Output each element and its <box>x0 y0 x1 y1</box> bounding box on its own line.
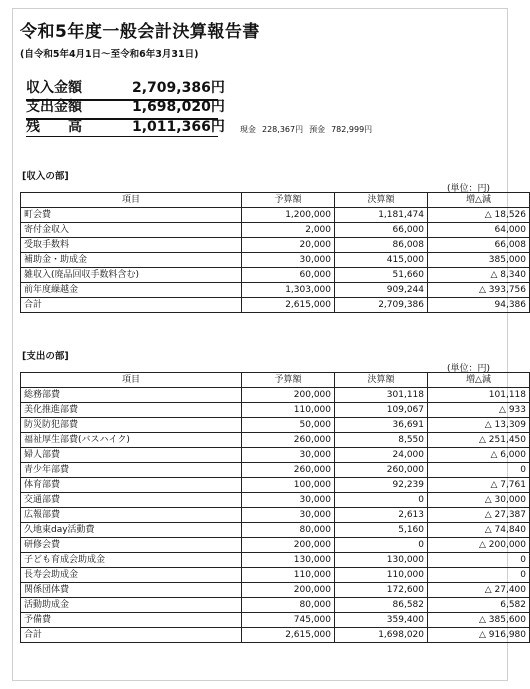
expense-amount-cell: 200,000 <box>242 538 335 553</box>
expense-amount-cell: 8,550 <box>335 433 428 448</box>
expense-table-row <box>21 553 530 568</box>
deposit-label: 預金 <box>309 125 326 134</box>
expense-amount-cell: 6,582 <box>428 598 530 613</box>
expense-header-cell: 決算額 <box>335 373 428 388</box>
income-table-body <box>21 208 530 313</box>
expense-table-row <box>21 478 530 493</box>
income-amount-cell: △ 393,756 <box>428 283 530 298</box>
income-table-row <box>21 298 530 313</box>
expense-amount-cell: 0 <box>428 553 530 568</box>
income-table-row <box>21 268 530 283</box>
expense-item-cell: 予備費 <box>21 613 242 628</box>
expense-total-value: 1,698,020円 <box>132 99 225 115</box>
expense-amount-cell: 50,000 <box>242 418 335 433</box>
expense-amount-cell: △ 7,761 <box>428 478 530 493</box>
expense-amount-cell: 0 <box>335 493 428 508</box>
income-total-row <box>26 78 225 98</box>
expense-amount-cell: 130,000 <box>335 553 428 568</box>
expense-header-cell: 増△減 <box>428 373 530 388</box>
income-amount-cell: 909,244 <box>335 283 428 298</box>
income-item-cell: 受取手数料 <box>21 238 242 253</box>
expense-item-cell: 美化推進部費 <box>21 403 242 418</box>
expense-amount-cell: △ 27,387 <box>428 508 530 523</box>
income-amount-cell: 30,000 <box>242 253 335 268</box>
income-amount-cell: 1,181,474 <box>335 208 428 223</box>
expense-amount-cell: 1,698,020 <box>335 628 428 643</box>
expense-table-row <box>21 433 530 448</box>
expense-table-row <box>21 403 530 418</box>
expense-amount-cell: 359,400 <box>335 613 428 628</box>
expense-amount-cell: 101,118 <box>428 388 530 403</box>
expense-table-row <box>21 598 530 613</box>
underline-balance <box>26 136 218 137</box>
expense-amount-cell: △ 74,840 <box>428 523 530 538</box>
expense-table-row <box>21 448 530 463</box>
expense-amount-cell: 200,000 <box>242 388 335 403</box>
income-table-row <box>21 253 530 268</box>
expense-table-row <box>21 568 530 583</box>
income-amount-cell: 64,000 <box>428 223 530 238</box>
expense-amount-cell: 745,000 <box>242 613 335 628</box>
expense-amount-cell: 109,067 <box>335 403 428 418</box>
expense-amount-cell: 5,160 <box>335 523 428 538</box>
expense-amount-cell: △ 13,309 <box>428 418 530 433</box>
income-amount-cell: 60,000 <box>242 268 335 283</box>
income-amount-cell: 1,303,000 <box>242 283 335 298</box>
expense-amount-cell: △ 933 <box>428 403 530 418</box>
income-table-row <box>21 238 530 253</box>
income-amount-cell: 20,000 <box>242 238 335 253</box>
expense-amount-cell: 80,000 <box>242 598 335 613</box>
fiscal-period: (自令和5年4月1日～至令和6年3月31日) <box>20 49 199 60</box>
expense-item-cell: 青少年部費 <box>21 463 242 478</box>
expense-table-row <box>21 613 530 628</box>
cash-deposit-breakdown <box>240 124 378 135</box>
income-amount-cell: △ 18,526 <box>428 208 530 223</box>
document-title: 令和5年度一般会計決算報告書 <box>20 22 260 42</box>
income-unit-label: (単位：円) <box>446 184 490 194</box>
income-header-cell: 決算額 <box>335 193 428 208</box>
expense-amount-cell: 36,691 <box>335 418 428 433</box>
expense-amount-cell: △ 200,000 <box>428 538 530 553</box>
expense-amount-cell: 0 <box>335 538 428 553</box>
income-item-cell: 合計 <box>21 298 242 313</box>
expense-table-body <box>21 388 530 643</box>
expense-item-cell: 総務部費 <box>21 388 242 403</box>
expense-item-cell: 関係団体費 <box>21 583 242 598</box>
expense-amount-cell: △ 916,980 <box>428 628 530 643</box>
income-item-cell: 雑収入(廃品回収手数料含む) <box>21 268 242 283</box>
income-header-cell: 項目 <box>21 193 242 208</box>
expense-item-cell: 研修会費 <box>21 538 242 553</box>
income-item-cell: 補助金・助成金 <box>21 253 242 268</box>
expense-table <box>20 372 530 643</box>
expense-item-cell: 体育部費 <box>21 478 242 493</box>
cash-label: 現金 <box>240 125 256 134</box>
expense-table-row <box>21 493 530 508</box>
expense-amount-cell: 0 <box>428 568 530 583</box>
income-amount-cell: 51,660 <box>335 268 428 283</box>
deposit-value: 782,999円 <box>331 125 373 134</box>
expense-amount-cell: 2,615,000 <box>242 628 335 643</box>
income-section-title: [収入の部] <box>22 171 69 182</box>
expense-amount-cell: △ 251,450 <box>428 433 530 448</box>
expense-amount-cell: 110,000 <box>335 568 428 583</box>
expense-amount-cell: 260,000 <box>335 463 428 478</box>
expense-amount-cell: 80,000 <box>242 523 335 538</box>
expense-amount-cell: 30,000 <box>242 448 335 463</box>
income-header-cell: 増△減 <box>428 193 530 208</box>
expense-item-cell: 婦人部費 <box>21 448 242 463</box>
expense-item-cell: 長寿会助成金 <box>21 568 242 583</box>
income-header-cell: 予算額 <box>242 193 335 208</box>
expense-amount-cell: △ 6,000 <box>428 448 530 463</box>
expense-table-row <box>21 538 530 553</box>
expense-item-cell: 子ども育成会助成金 <box>21 553 242 568</box>
expense-total-label: 支出金額 <box>26 99 82 115</box>
income-amount-cell: 1,200,000 <box>242 208 335 223</box>
income-amount-cell: 94,386 <box>428 298 530 313</box>
income-total-value: 2,709,386円 <box>132 80 225 96</box>
expense-amount-cell: 110,000 <box>242 568 335 583</box>
income-table <box>20 192 530 313</box>
expense-unit-label: (単位：円) <box>446 364 490 374</box>
expense-header-cell: 項目 <box>21 373 242 388</box>
balance-value: 1,011,366円 <box>132 119 225 135</box>
expense-amount-cell: 130,000 <box>242 553 335 568</box>
expense-total-row <box>26 97 225 117</box>
expense-amount-cell: 0 <box>428 463 530 478</box>
expense-item-cell: 交通部費 <box>21 493 242 508</box>
balance-label: 残 高 <box>26 119 82 135</box>
income-amount-cell: △ 8,340 <box>428 268 530 283</box>
expense-table-row <box>21 628 530 643</box>
income-amount-cell: 385,000 <box>428 253 530 268</box>
expense-amount-cell: 200,000 <box>242 583 335 598</box>
income-item-cell: 前年度繰越金 <box>21 283 242 298</box>
income-table-row <box>21 223 530 238</box>
expense-item-cell: 福祉厚生部費(バスハイク) <box>21 433 242 448</box>
balance-row <box>26 117 225 137</box>
expense-amount-cell: 172,600 <box>335 583 428 598</box>
expense-item-cell: 活動助成金 <box>21 598 242 613</box>
expense-amount-cell: 260,000 <box>242 463 335 478</box>
expense-table-header <box>21 373 530 388</box>
expense-amount-cell: 100,000 <box>242 478 335 493</box>
expense-amount-cell: △ 27,400 <box>428 583 530 598</box>
expense-amount-cell: 30,000 <box>242 508 335 523</box>
income-item-cell: 寄付金収入 <box>21 223 242 238</box>
income-total-label: 収入金額 <box>26 80 82 96</box>
expense-table-row <box>21 508 530 523</box>
expense-item-cell: 久地東day活動費 <box>21 523 242 538</box>
expense-amount-cell: △ 385,600 <box>428 613 530 628</box>
income-amount-cell: 2,709,386 <box>335 298 428 313</box>
income-amount-cell: 66,008 <box>428 238 530 253</box>
income-item-cell: 町会費 <box>21 208 242 223</box>
expense-amount-cell: 30,000 <box>242 493 335 508</box>
expense-table-row <box>21 463 530 478</box>
income-amount-cell: 86,008 <box>335 238 428 253</box>
income-amount-cell: 66,000 <box>335 223 428 238</box>
expense-item-cell: 防災防犯部費 <box>21 418 242 433</box>
income-table-row <box>21 283 530 298</box>
expense-table-row <box>21 523 530 538</box>
expense-amount-cell: 301,118 <box>335 388 428 403</box>
expense-amount-cell: 260,000 <box>242 433 335 448</box>
expense-item-cell: 広報部費 <box>21 508 242 523</box>
expense-table-row <box>21 418 530 433</box>
income-amount-cell: 415,000 <box>335 253 428 268</box>
expense-amount-cell: 92,239 <box>335 478 428 493</box>
expense-section-title: [支出の部] <box>22 351 69 362</box>
income-table-row <box>21 208 530 223</box>
income-amount-cell: 2,615,000 <box>242 298 335 313</box>
expense-table-row <box>21 388 530 403</box>
expense-amount-cell: 86,582 <box>335 598 428 613</box>
expense-table-row <box>21 583 530 598</box>
income-table-header <box>21 193 530 208</box>
income-amount-cell: 2,000 <box>242 223 335 238</box>
expense-amount-cell: 24,000 <box>335 448 428 463</box>
expense-item-cell: 合計 <box>21 628 242 643</box>
expense-amount-cell: △ 30,000 <box>428 493 530 508</box>
cash-value: 228,367円 <box>262 125 304 134</box>
expense-header-cell: 予算額 <box>242 373 335 388</box>
expense-amount-cell: 2,613 <box>335 508 428 523</box>
expense-amount-cell: 110,000 <box>242 403 335 418</box>
